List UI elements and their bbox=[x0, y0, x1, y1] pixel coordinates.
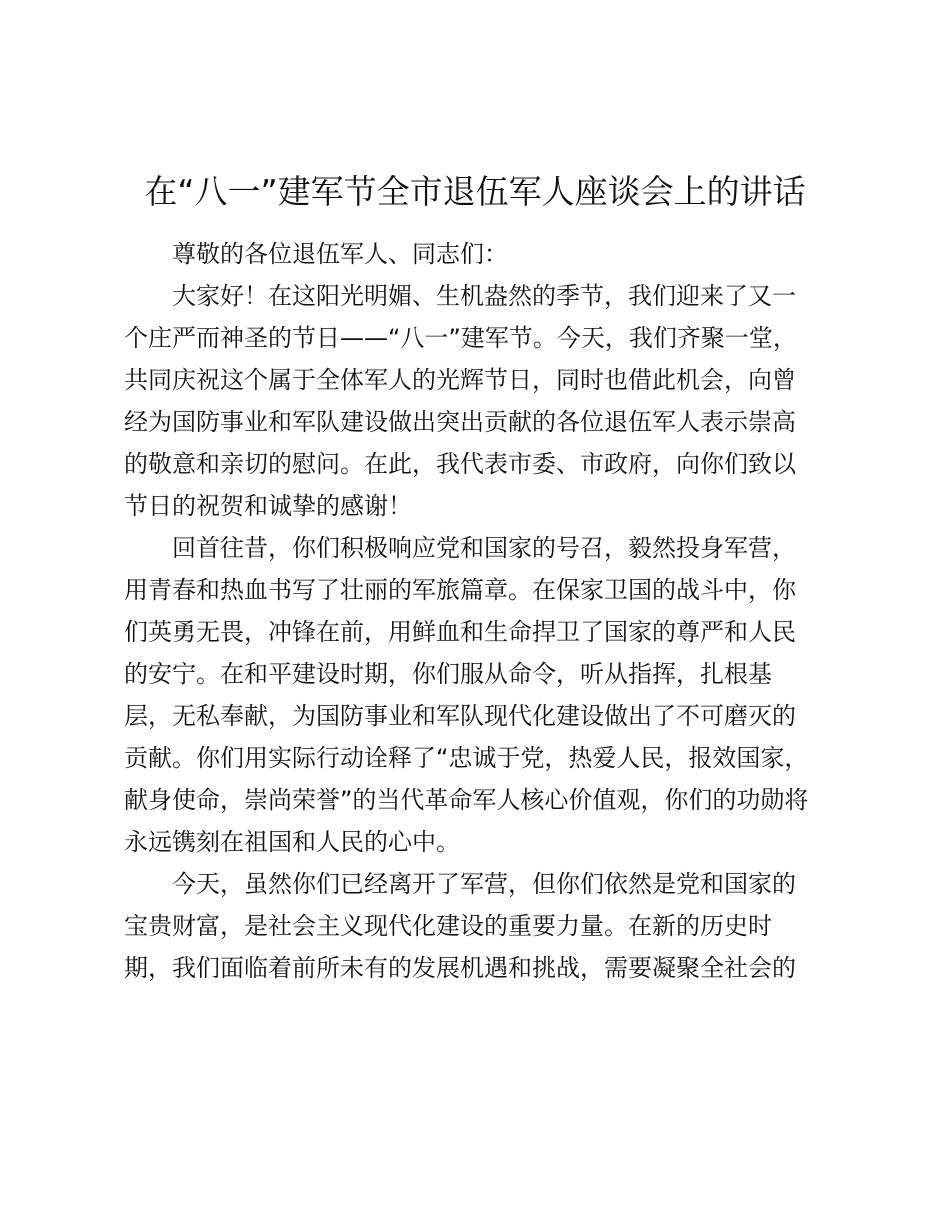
body-line: 献身使命，崇尚荣誉”的当代革命军人核心价值观，你们的功勋将 bbox=[124, 786, 809, 814]
body-line: 们英勇无畏，冲锋在前，用鲜血和生命捍卫了国家的尊严和人民 bbox=[124, 618, 796, 646]
body-line: 宝贵财富，是社会主义现代化建设的重要力量。在新的历史时 bbox=[124, 912, 772, 940]
body-line: 永远镌刻在祖国和人民的心中。 bbox=[124, 828, 460, 856]
document-title: 在“八一”建军节全市退伍军人座谈会上的讲话 bbox=[144, 172, 806, 211]
body-line: 回首往昔，你们积极响应党和国家的号召，毅然投身军营， bbox=[172, 534, 796, 562]
body-line: 贡献。你们用实际行动诠释了“忠诚于党，热爱人民，报效国家， bbox=[124, 744, 809, 772]
body-line: 用青春和热血书写了壮丽的军旅篇章。在保家卫国的战斗中，你 bbox=[124, 576, 796, 604]
body-line: 今天，虽然你们已经离开了军营，但你们依然是党和国家的 bbox=[172, 870, 796, 898]
body-line: 个庄严而神圣的节日——“八一”建军节。今天，我们齐聚一堂， bbox=[124, 324, 797, 352]
body-line: 经为国防事业和军队建设做出突出贡献的各位退伍军人表示崇高 bbox=[124, 408, 796, 436]
body-line: 层，无私奉献，为国防事业和军队现代化建设做出了不可磨灭的 bbox=[124, 702, 796, 730]
body-line: 的敬意和亲切的慰问。在此，我代表市委、市政府，向你们致以 bbox=[124, 450, 796, 478]
body-line: 的安宁。在和平建设时期，你们服从命令，听从指挥，扎根基 bbox=[124, 660, 772, 688]
body-line: 大家好！在这阳光明媚、生机盎然的季节，我们迎来了又一 bbox=[172, 282, 796, 310]
body-line: 尊敬的各位退伍军人、同志们： bbox=[172, 240, 508, 268]
document-body bbox=[124, 233, 844, 989]
body-line: 期，我们面临着前所未有的发展机遇和挑战，需要凝聚全社会的 bbox=[124, 954, 796, 982]
body-line: 共同庆祝这个属于全体军人的光辉节日，同时也借此机会，向曾 bbox=[124, 366, 796, 394]
body-line: 节日的祝贺和诚挚的感谢！ bbox=[124, 492, 412, 520]
